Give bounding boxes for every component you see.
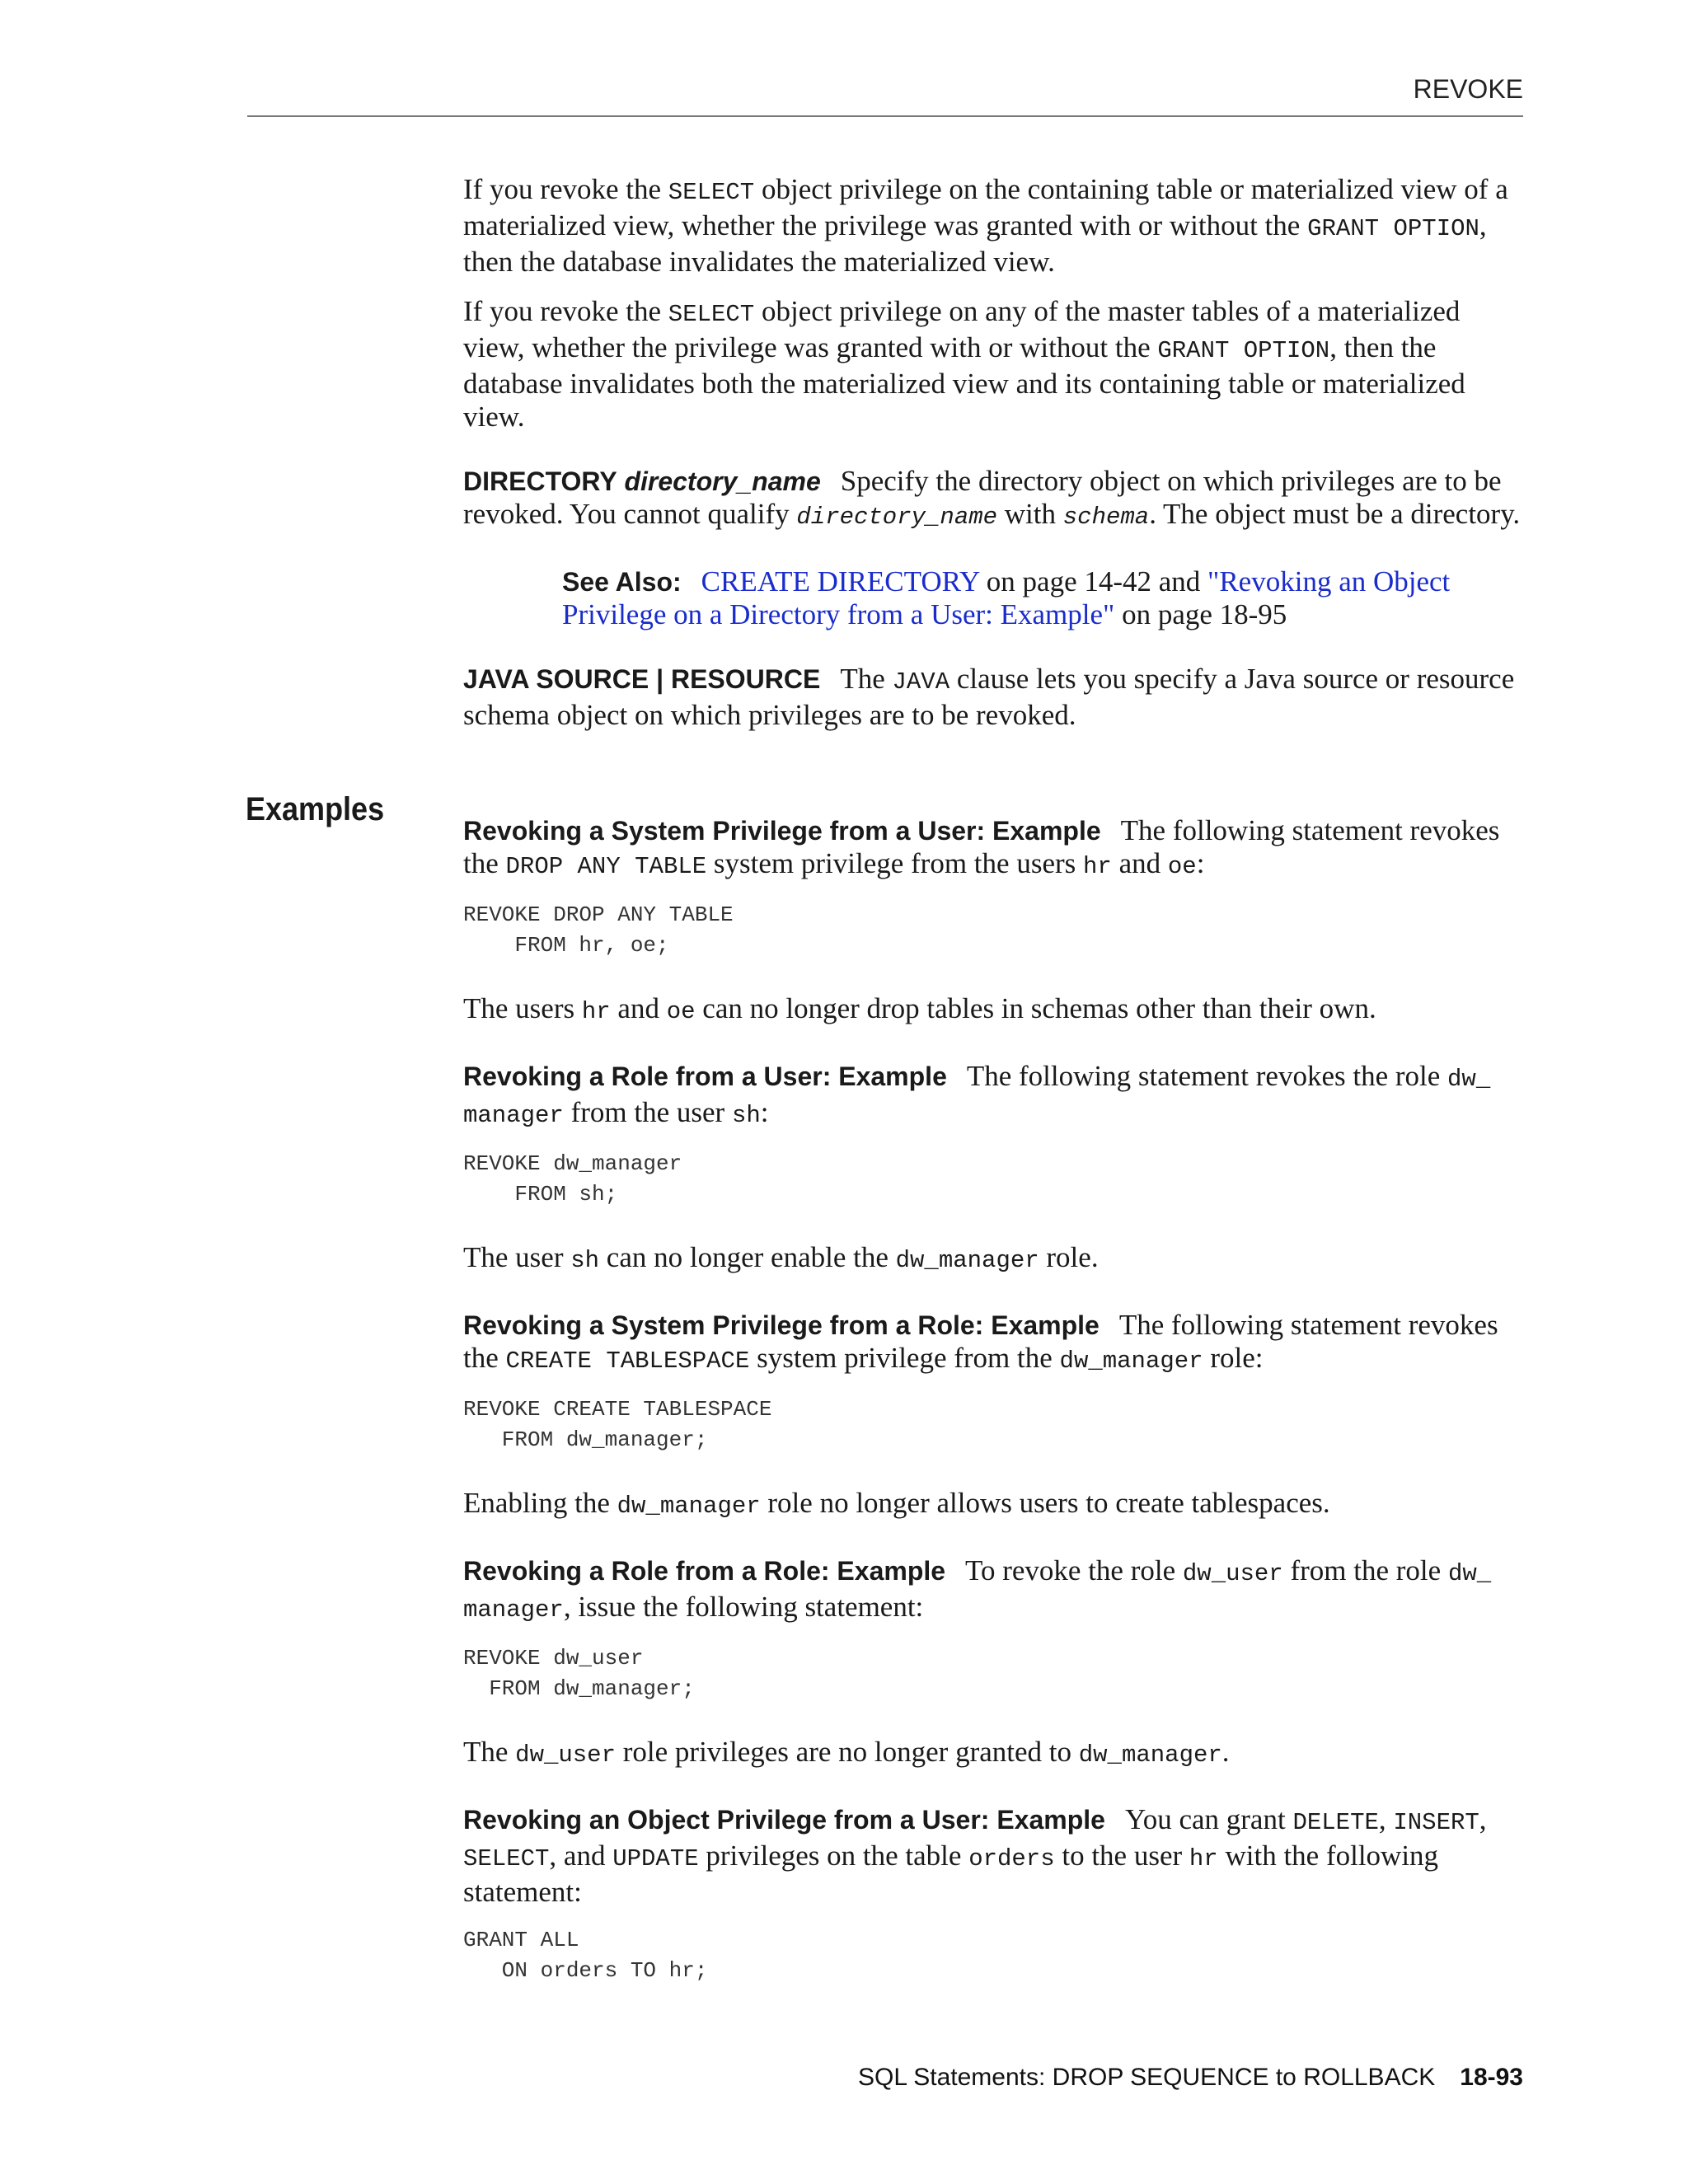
example-2-code: REVOKE dw_manager FROM sh; <box>463 1151 682 1207</box>
example-4-result: The dw_user role privileges are no longer granted to dw_manager. <box>463 1736 1230 1769</box>
example-4-code: REVOKE dw_user FROM dw_manager; <box>463 1646 695 1701</box>
examples-heading: Examples <box>246 791 385 827</box>
example-5-title: Revoking an Object Privilege from a User: Example <box>463 1805 1105 1835</box>
footer-title: SQL Statements: DROP SEQUENCE to ROLLBACK <box>858 2064 1436 2091</box>
example-1-title: Revoking a System Privilege from a User: Example <box>463 816 1101 846</box>
page-number: 18-93 <box>1460 2064 1523 2091</box>
intro-paragraph-2: If you revoke the SELECT object privilege on any of the master tables of a materialized view, whether the privilege was granted with or without the GRANT OPTION, then the database invalidates both the materialized view and its containing table or materialized view. <box>463 295 1465 433</box>
directory-term-param: directory_name <box>624 466 821 496</box>
example-2-title: Revoking a Role from a User: Example <box>463 1062 947 1091</box>
example-1-intro: Revoking a System Privilege from a User: Example The following statement revokes the DROP ANY TABLE system privilege from the users hr and oe: <box>463 814 1500 880</box>
example-3-result: Enabling the dw_manager role no longer allows users to create tablespaces. <box>463 1487 1330 1520</box>
directory-term: DIRECTORY <box>463 466 617 496</box>
example-3-title: Revoking a System Privilege from a Role: Example <box>463 1310 1100 1340</box>
page-footer <box>742 2064 1523 2092</box>
example-5-code: GRANT ALL ON orders TO hr; <box>463 1928 708 1983</box>
example-4-title: Revoking a Role from a Role: Example <box>463 1556 946 1586</box>
revoking-directory-example-link[interactable]: "Revoking an Object Privilege on a Directory from a User: Example" <box>562 565 1451 630</box>
example-5-intro: Revoking an Object Privilege from a User: Example You can grant DELETE, INSERT, SELECT, and UPDATE privileges on the table orders to the user hr with the following statement: <box>463 1803 1487 1908</box>
example-2-intro: Revoking a Role from a User: Example The following statement revokes the role dw_ manager from the user sh: <box>463 1060 1491 1129</box>
java-term: JAVA SOURCE | RESOURCE <box>463 664 821 694</box>
page-content <box>463 173 1526 2018</box>
header-rule <box>247 115 1523 117</box>
java-clause-paragraph: JAVA SOURCE | RESOURCE The JAVA clause lets you specify a Java source or resource schema object on which privileges are to be revoked. <box>463 663 1515 731</box>
example-4-intro: Revoking a Role from a Role: Example To revoke the role dw_user from the role dw_ manager, issue the following statement: <box>463 1554 1492 1624</box>
intro-paragraph-1: If you revoke the SELECT object privilege on the containing table or materialized view of a materialized view, whether the privilege was granted with or without the GRANT OPTION, then the database invalidates the materialized view. <box>463 173 1508 278</box>
example-1-code: REVOKE DROP ANY TABLE FROM hr, oe; <box>463 902 734 958</box>
running-header: REVOKE <box>1413 74 1523 104</box>
example-1-result: The users hr and oe can no longer drop tables in schemas other than their own. <box>463 992 1376 1025</box>
see-also-label: See Also: <box>562 567 682 597</box>
example-2-result: The user sh can no longer enable the dw_manager role. <box>463 1241 1099 1274</box>
see-also-note: See Also: CREATE DIRECTORY on page 14-42 and "Revoking an Object Privilege on a Directory from a User: Example" on page 18-95 <box>562 565 1451 630</box>
directory-clause-paragraph: DIRECTORY directory_name Specify the directory object on which privileges are to be revoked. You cannot qualify directory_name with schema. The object must be a directory. <box>463 465 1521 531</box>
create-directory-link[interactable]: CREATE DIRECTORY <box>701 565 980 598</box>
example-3-code: REVOKE CREATE TABLESPACE FROM dw_manager; <box>463 1397 772 1452</box>
example-3-intro: Revoking a System Privilege from a Role: Example The following statement revokes the CREATE TABLESPACE system privilege from the dw_manager role: <box>463 1309 1498 1375</box>
